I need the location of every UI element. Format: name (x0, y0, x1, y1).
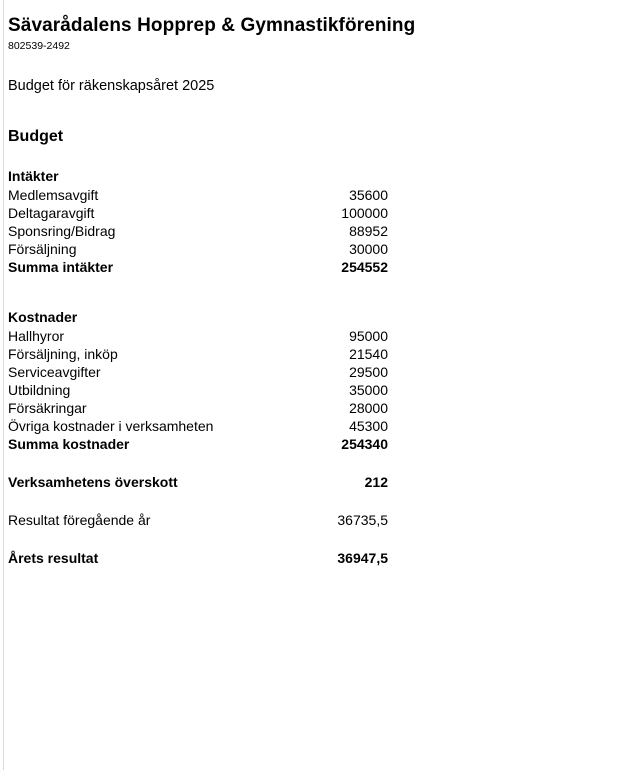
row-label: Serviceavgifter (8, 364, 101, 380)
year-result-label: Årets resultat (8, 550, 99, 566)
table-row-year-result (8, 549, 388, 567)
row-label: Medlemsavgift (8, 187, 99, 203)
income-heading-value (276, 167, 388, 186)
row-label: Försäljning (8, 241, 77, 257)
row-value: 100000 (341, 205, 388, 221)
organization-number: 802539-2492 (8, 40, 70, 52)
previous-year-value: 36735,5 (337, 512, 388, 528)
table-row (8, 186, 388, 204)
budget-table (8, 167, 388, 567)
row-label: Hallhyror (8, 328, 65, 344)
page-title: Sävarådalens Hopprep & Gymnastikförening (8, 15, 416, 36)
section-heading-budget: Budget (8, 128, 64, 145)
table-row (8, 327, 388, 345)
row-label: Övriga kostnader i verksamheten (8, 418, 214, 434)
row-label: Sponsring/Bidrag (8, 223, 116, 239)
table-spacer (8, 491, 388, 511)
table-row-income-heading (8, 167, 388, 186)
row-value: 88952 (349, 223, 388, 239)
row-label: Deltagaravgift (8, 205, 95, 221)
row-value: 29500 (349, 364, 388, 380)
table-row (8, 240, 388, 258)
table-row (8, 363, 388, 381)
table-spacer (8, 453, 388, 473)
document-content (8, 0, 620, 567)
table-spacer (8, 529, 388, 549)
table-spacer (8, 296, 388, 308)
table-row (8, 345, 388, 363)
income-total-value: 254552 (341, 259, 388, 275)
document-subtitle: Budget för räkenskapsåret 2025 (8, 78, 215, 94)
row-value: 35000 (349, 382, 388, 398)
table-row (8, 399, 388, 417)
surplus-label: Verksamhetens överskott (8, 474, 178, 490)
table-row (8, 222, 388, 240)
surplus-value: 212 (364, 474, 388, 490)
previous-year-label: Resultat föregående år (8, 512, 151, 528)
costs-total-value: 254340 (341, 436, 388, 452)
row-value: 95000 (349, 328, 388, 344)
costs-heading: Kostnader (8, 309, 78, 325)
row-label: Utbildning (8, 382, 71, 398)
year-result-value: 36947,5 (337, 550, 388, 566)
table-row-costs-total (8, 435, 388, 453)
table-row (8, 204, 388, 222)
table-row-previous-year (8, 511, 388, 529)
row-label: Försäkringar (8, 400, 87, 416)
row-value: 45300 (349, 418, 388, 434)
row-value: 21540 (349, 346, 388, 362)
row-value: 30000 (349, 241, 388, 257)
costs-heading-value (276, 308, 388, 327)
table-row-income-total (8, 258, 388, 276)
table-row-costs-heading (8, 308, 388, 327)
row-label: Försäljning, inköp (8, 346, 118, 362)
left-margin-guide (3, 0, 4, 770)
table-row (8, 417, 388, 435)
table-spacer (8, 276, 388, 296)
costs-total-label: Summa kostnader (8, 436, 130, 452)
income-total-label: Summa intäkter (8, 259, 114, 275)
table-row-surplus (8, 473, 388, 491)
row-value: 35600 (349, 187, 388, 203)
row-value: 28000 (349, 400, 388, 416)
table-row (8, 381, 388, 399)
income-heading: Intäkter (8, 168, 59, 184)
